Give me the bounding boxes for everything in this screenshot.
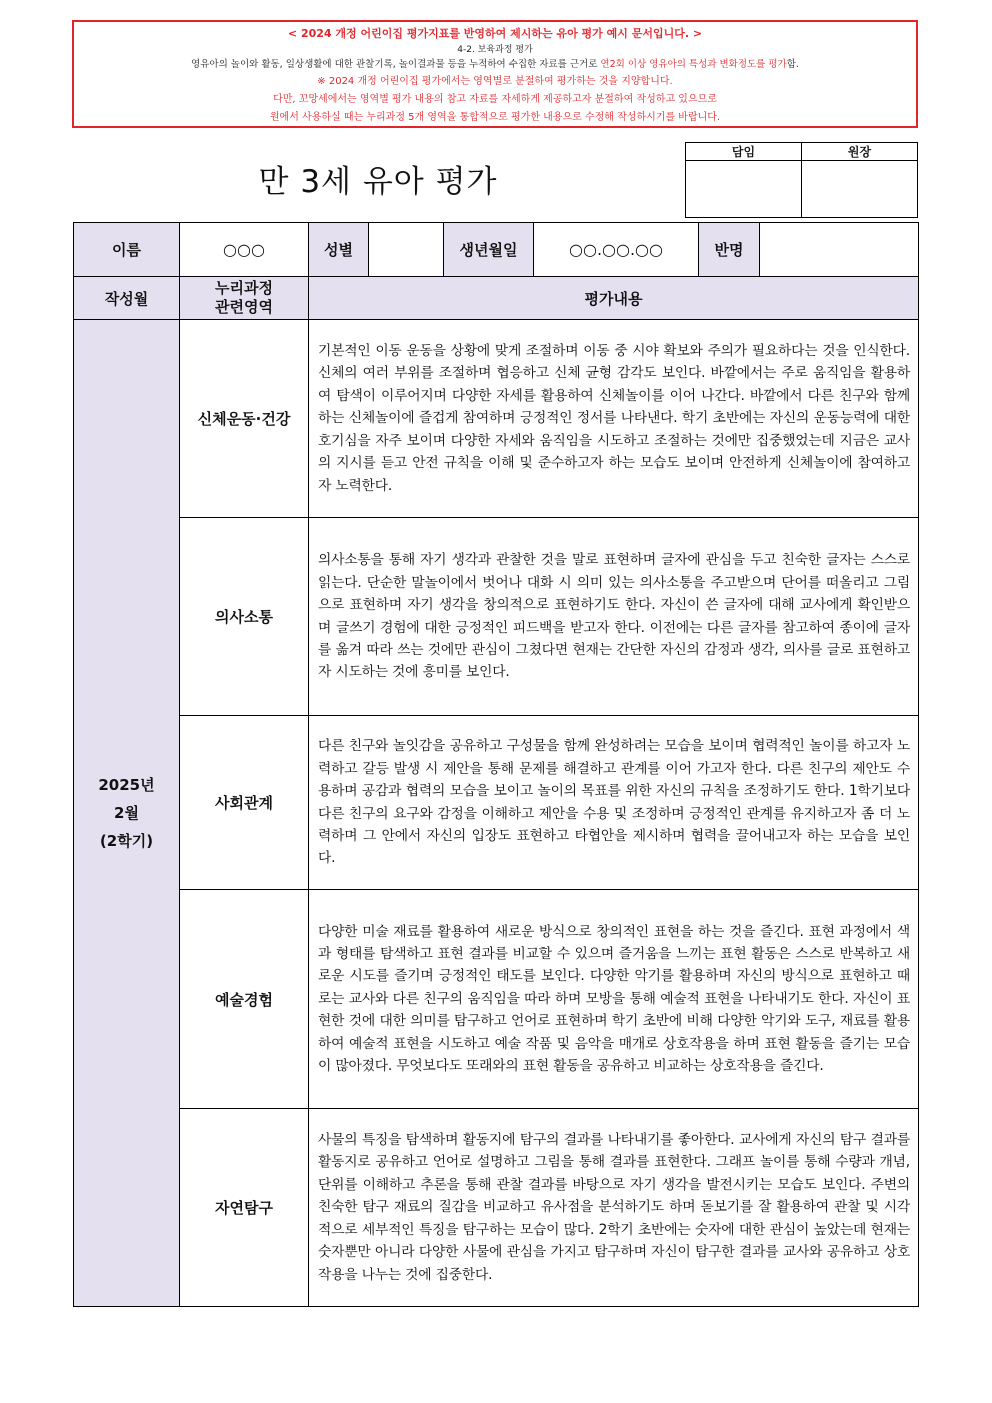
- evaluation-table: [73, 222, 919, 1307]
- name-label: 이름: [74, 223, 180, 277]
- notice-subtitle: 4-2. 보육과정 평가: [457, 45, 533, 55]
- period-cell: [74, 320, 180, 1307]
- area-nature: 자연탐구: [180, 1109, 309, 1307]
- notice-description-highlight: 연2회 이상 영유아의 특성과 변화정도를 평가: [600, 59, 787, 70]
- area-art: 예술경험: [180, 890, 309, 1109]
- content-social[interactable]: 다른 친구와 놀잇감을 공유하고 구성물을 함께 완성하려는 모습을 보이며 협력적인 놀이를 하고자 노력하고 갈등 발생 시 제안을 통해 문제를 해결하고 관계를 이어 가고자 한다. 다른 친구의 제안도 수용하며 공감과 협력의 모습을 보이고 놀이의 목표를 위한 자신의 규칙을 조정하기도 한다. 1학기보다 다른 친구의 요구와 감정을 이해하고 제안을 수용 및 조정하며 긍정적인 관계를 유지하고자 좀 더 노력하며 그 안에서 자신의 입장도 표현하고 타협안을 제시하며 협력을 끌어내고자 하는 모습을 보인다.: [309, 716, 919, 890]
- month-header: 작성월: [74, 277, 180, 320]
- approval-teacher-sign[interactable]: [686, 161, 802, 218]
- evaluation-row: [74, 890, 919, 1109]
- content-art[interactable]: 다양한 미술 재료를 활용하여 새로운 방식으로 창의적인 표현을 하는 것을 즐긴다. 표현 과정에서 색과 형태를 탐색하고 표현 결과를 비교할 수 있으며 즐거움을 느끼는 표현 활동은 스스로 반복하고 새로운 시도를 즐기며 긍정적인 태도를 보인다. 다양한 악기를 활용하며 자신의 방식으로 표현하고 때로는 교사와 다른 친구의 움직임을 따라 하며 모방을 통해 예술적 표현을 나타내기도 한다. 자신이 표현한 것에 대한 의미를 탐구하고 언어로 표현하며 학기 초반에 비해 다양한 악기와 도구, 재료를 활용하여 예술적 표현을 시도하고 예술 작품 및 음악을 매개로 상호작용을 하며 표현 활동을 즐기는 모습이 많아졌다. 무엇보다도 또래와의 표현 활동을 공유하고 비교하는 상호작용을 즐긴다.: [309, 890, 919, 1109]
- gender-value[interactable]: [369, 223, 444, 277]
- content-nature[interactable]: 사물의 특징을 탐색하며 활동지에 탐구의 결과를 나타내기를 좋아한다. 교사에게 자신의 탐구 결과를 활동지로 공유하고 언어로 설명하고 그림을 통해 결과를 표현한다. 그래프 놀이를 통해 수량과 개념, 단위를 이해하고 추론을 통해 관찰 결과를 바탕으로 자기 생각을 발전시키는 모습도 보인다. 주변의 친숙한 탐구 재료의 질감을 비교하고 유사점을 분석하기도 하며 돋보기를 잘 활용하여 관찰 및 시각적으로 세부적인 특징을 탐구하는 모습이 많다. 2학기 초반에는 숫자에 대한 관심이 높았는데 현재는 숫자뿐만 아니라 다양한 사물에 관심을 가지고 탐구하며 자신이 탐구한 결과를 교사와 공유하고 상호작용을 나누는 것에 집중한다.: [309, 1109, 919, 1307]
- area-social: 사회관계: [180, 716, 309, 890]
- notice-description: [74, 57, 916, 73]
- name-value[interactable]: ○○○: [180, 223, 309, 277]
- evaluation-row: [74, 1109, 919, 1307]
- birthdate-value[interactable]: ○○.○○.○○: [534, 223, 699, 277]
- notice-note-2: 원에서 사용하실 때는 누리과정 5개 영역을 통합적으로 평가한 내용으로 수정해 작성하시기를 바랍니다.: [269, 112, 721, 123]
- birthdate-label: 생년월일: [444, 223, 534, 277]
- gender-label: 성별: [309, 223, 369, 277]
- area-header-line2: 관련영역: [215, 298, 273, 316]
- area-header-line1: 누리과정: [215, 279, 273, 297]
- notice-box: [72, 20, 918, 128]
- approval-table: [685, 142, 918, 218]
- approval-director-label: 원장: [802, 143, 918, 161]
- notice-title: < 2024 개정 어린이집 평가지표를 반영하여 제시하는 유아 평가 예시 문서입니다. >: [287, 27, 703, 40]
- area-physical: 신체운동·건강: [180, 320, 309, 518]
- page-title: 만 3세 유아 평가: [258, 164, 498, 200]
- area-communication: 의사소통: [180, 518, 309, 716]
- evaluation-row: [74, 518, 919, 716]
- class-value[interactable]: [760, 223, 919, 277]
- approval-director-sign[interactable]: [802, 161, 918, 218]
- content-communication[interactable]: 의사소통을 통해 자기 생각과 관찰한 것을 말로 표현하며 글자에 관심을 두고 친숙한 글자는 스스로 읽는다. 단순한 말놀이에서 벗어나 대화 시 의미 있는 의사소통을 주고받으며 단어를 떠올리고 그림으로 표현하며 자기 생각을 창의적으로 표현하기도 한다. 자신이 쓴 글자에 대해 교사에게 확인받으며 글쓰기 경험에 대한 긍정적인 피드백을 받고자 한다. 이전에는 다른 글자를 참고하여 종이에 글자를 옮겨 따라 쓰는 것에만 관심이 그쳤다면 현재는 간단한 자신의 감정과 생각, 의사를 글로 표현하고자 시도하는 것에 흥미를 보인다.: [309, 518, 919, 716]
- class-label: 반명: [699, 223, 760, 277]
- period-term: (2학기): [99, 832, 154, 850]
- notice-note-1: 다만, 꼬망세에서는 영역별 평가 내용의 참고 자료를 자세하게 제공하고자 분절하여 작성하고 있으므로: [273, 94, 717, 105]
- content-header: 평가내용: [309, 277, 919, 320]
- notice-description-pre: 영유아의 놀이와 활동, 일상생활에 대한 관찰기록, 놀이결과물 등을 누적하여 수집한 자료를 근거로: [191, 59, 601, 70]
- period-month: 2월: [114, 804, 139, 822]
- evaluation-row: [74, 320, 919, 518]
- approval-teacher-label: 담임: [686, 143, 802, 161]
- content-physical[interactable]: 기본적인 이동 운동을 상황에 맞게 조절하며 이동 중 시야 확보와 주의가 필요하다는 것을 인식한다. 신체의 여러 부위를 조절하며 협응하고 신체 균형 감각도 보인다. 바깥에서는 주로 움직임을 활용하여 탐색이 이루어지며 다양한 자세를 활용하여 신체놀이를 이어 나간다. 바깥에서 다른 친구와 함께하는 신체놀이에 즐겁게 참여하며 긍정적인 정서를 나타낸다. 학기 초반에는 자신의 운동능력에 대한 호기심을 자주 보이며 다양한 자세와 움직임을 시도하고 조절하는 것에만 집중했었는데 지금은 교사의 지시를 듣고 안전 규칙을 이해 및 준수하고자 하는 모습도 보이며 안전하게 신체놀이에 참여하고자 노력한다.: [309, 320, 919, 518]
- period-year: 2025년: [98, 776, 155, 794]
- area-header: [180, 277, 309, 320]
- notice-warning: ※ 2024 개정 어린이집 평가에서는 영역별로 분절하여 평가하는 것을 지양합니다.: [317, 76, 673, 87]
- notice-description-post: 함.: [786, 59, 799, 70]
- evaluation-row: [74, 716, 919, 890]
